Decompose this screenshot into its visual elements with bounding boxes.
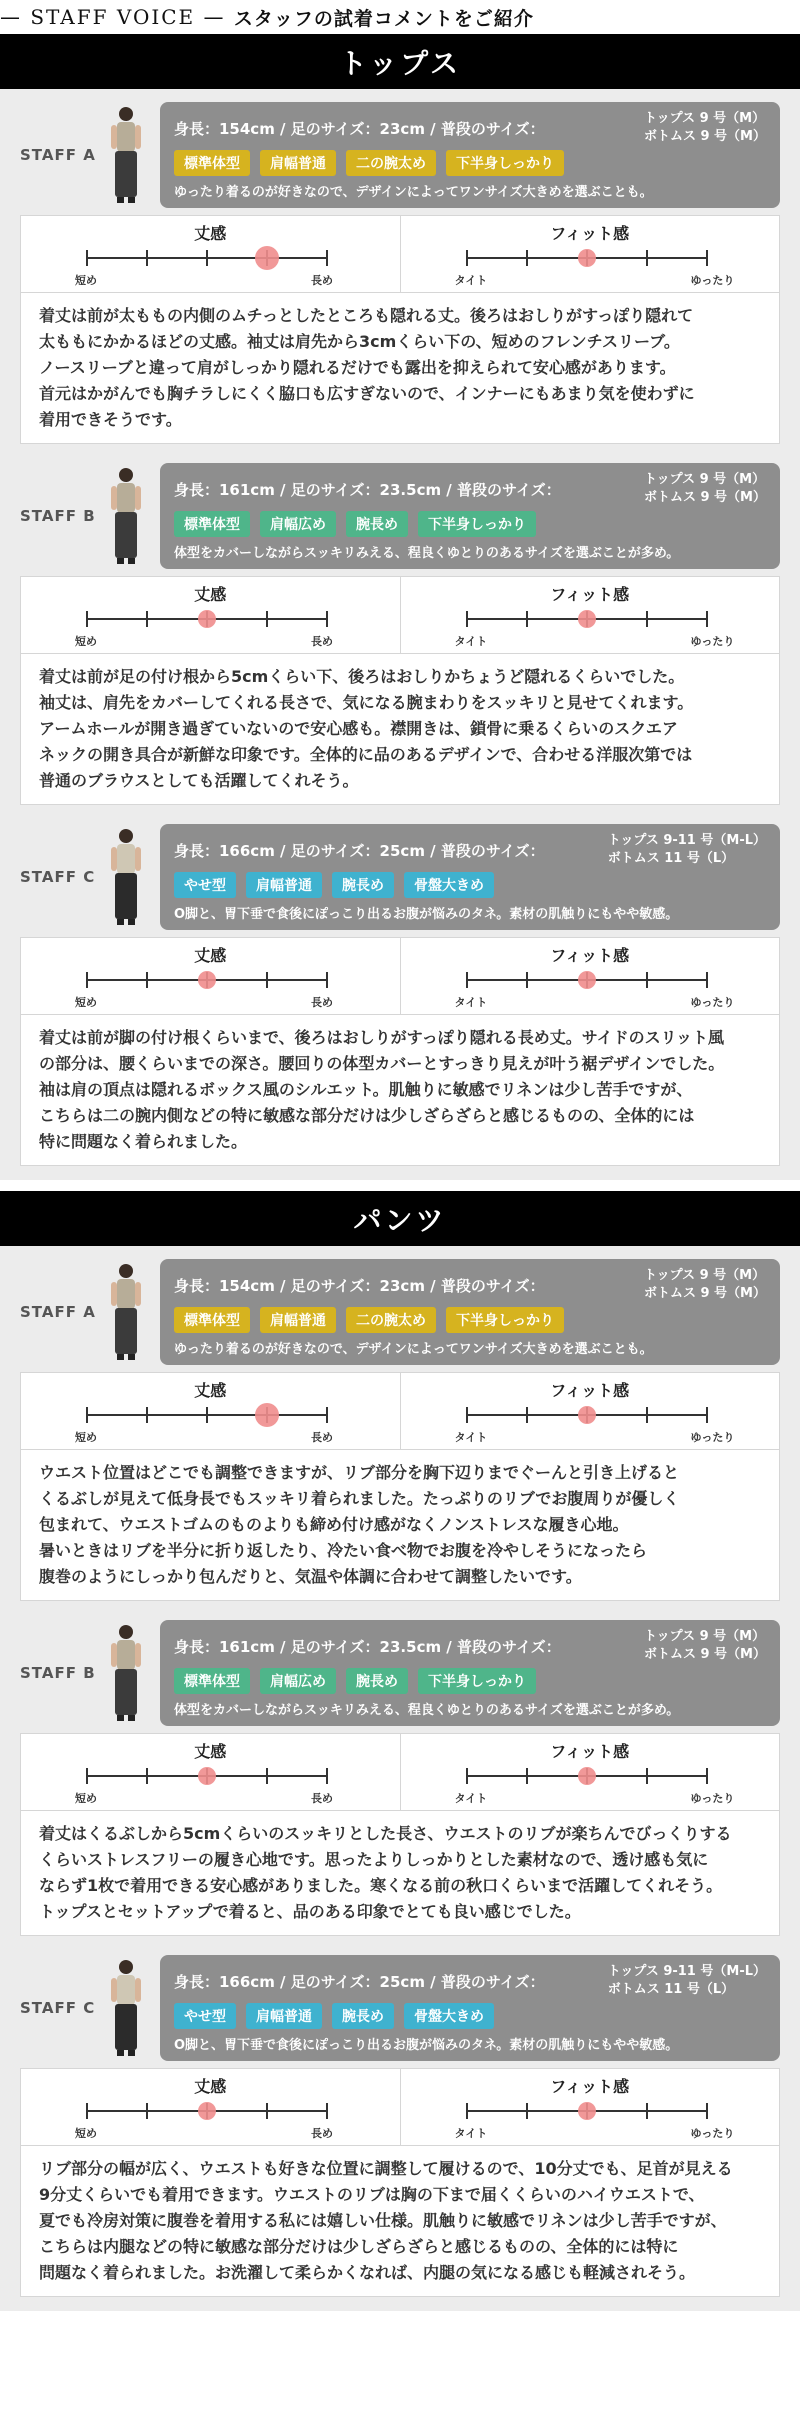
size-bottom: ボトムス 9 号（M） <box>643 129 766 144</box>
rating-max-label: 長め <box>311 274 333 287</box>
comment-line: こちらは内腿などの特に敏感な部分だけは少しざらざらと感じるものの、全体的には特に <box>39 2237 679 2256</box>
rating-min-label: 短め <box>75 1792 97 1805</box>
comment-line: ならず1枚で着用できる安心感がありました。寒くなる前の秋口くらいまで活躍してくれそう。 <box>39 1876 723 1895</box>
section-title: パンツ <box>0 1191 800 1246</box>
comment-line: 問題なく着られました。お洗濯して柔らかくなれば、内腿の気になる感じも軽減されそう。 <box>39 2263 696 2282</box>
size-bottom: ボトムス 9 号（M） <box>643 1647 766 1662</box>
title-en: STAFF VOICE <box>30 5 196 29</box>
staff-header <box>20 1956 780 2060</box>
tag-list <box>174 872 766 898</box>
comment-line: 着丈は前が太ももの内側のムチっとしたところも隠れる丈。後ろはおしりがすっぽり隠れて <box>39 306 694 325</box>
staff-card <box>0 458 800 819</box>
staff-header <box>20 1260 780 1364</box>
body-type-tag: 標準体型 <box>174 150 250 176</box>
staff-sizes <box>644 110 766 146</box>
scale-marker <box>578 249 596 267</box>
comment-line: の部分は、腰くらいまでの深さ。腰回りの体型カバーとすっきり見えが叶う裾デザインでした。 <box>39 1054 725 1073</box>
rating-title: フィット感 <box>550 946 630 965</box>
size-top: トップス 9 号（M） <box>643 472 766 487</box>
staff-note: 体型をカバーしながらスッキリみえる、程良くゆとりのあるサイズを選ぶことが多め。 <box>174 1703 680 1718</box>
scale-marker <box>198 971 216 989</box>
staff-figure <box>98 1260 154 1364</box>
fit-rating <box>400 2069 780 2145</box>
staff-label: STAFF A <box>20 146 96 164</box>
body-type-tag: やせ型 <box>174 2003 236 2029</box>
rating-title: 丈感 <box>194 224 227 243</box>
tag-list <box>174 2003 766 2029</box>
body-type-tag: 肩幅普通 <box>246 872 322 898</box>
section-body <box>0 1246 800 2311</box>
staff-card <box>0 1950 800 2311</box>
fit-rating <box>400 216 780 292</box>
tag-list <box>174 1668 766 1694</box>
staff-photo <box>98 1260 154 1364</box>
staff-photo <box>98 1956 154 2060</box>
staff-header <box>20 825 780 929</box>
staff-sizes <box>608 1963 766 1999</box>
staff-comment <box>20 2146 780 2297</box>
rating-max-label: 長め <box>311 635 333 648</box>
rating-min-label: 短め <box>75 1431 97 1444</box>
rating-max-label: ゆったり <box>690 1792 735 1805</box>
body-type-tag: 標準体型 <box>174 1668 250 1694</box>
comment-line: リブ部分の幅が広く、ウエストも好きな位置に調整して履けるので、10分丈でも、足首が見える <box>39 2159 733 2178</box>
staff-note: ゆったり着るのが好きなので、デザインによってワンサイズ大きめを選ぶことも。 <box>174 1342 653 1357</box>
staff-stats: 身長：166cm / 足のサイズ：25cm / 普段のサイズ： <box>174 841 545 860</box>
fit-rating <box>400 1373 780 1449</box>
comment-line: 包まれて、ウエストゴムのものよりも締め付け感がなくノンストレスな履き心地。 <box>39 1515 629 1534</box>
title-jp: スタッフの試着コメントをご紹介 <box>233 7 534 30</box>
body-type-tag: 標準体型 <box>174 511 250 537</box>
scale-marker <box>198 1767 216 1785</box>
ratings <box>20 2068 780 2146</box>
rating-title: 丈感 <box>194 2077 227 2096</box>
comment-line: くらいストレスフリーの履き心地です。思ったよりしっかりとした素材なので、透け感も気に <box>39 1850 709 1869</box>
staff-stats: 身長：166cm / 足のサイズ：25cm / 普段のサイズ： <box>174 1972 545 1991</box>
tag-list <box>174 150 766 176</box>
body-type-tag: 二の腕太め <box>346 150 436 176</box>
comment-line: 着丈はくるぶしから5cmくらいのスッキリとした長さ、ウエストのリブが楽ちんでびっくりする <box>39 1824 732 1843</box>
staff-label: STAFF B <box>20 1664 96 1682</box>
staff-info <box>160 463 780 569</box>
rating-min-label: 短め <box>75 274 97 287</box>
rating-title: フィット感 <box>550 2077 630 2096</box>
rating-max-label: 長め <box>311 996 333 1009</box>
ratings <box>20 1372 780 1450</box>
staff-photo <box>98 464 154 568</box>
ratings <box>20 215 780 293</box>
body-type-tag: 下半身しっかり <box>446 1307 564 1333</box>
length-rating <box>21 577 400 653</box>
comment-line: 腹巻のようにしっかり包んだりと、気温や体調に合わせて調整したいです。 <box>39 1567 582 1586</box>
staff-photo <box>98 1621 154 1725</box>
staff-photo <box>98 825 154 929</box>
comment-line: 着用できそうです。 <box>39 410 182 429</box>
staff-figure <box>98 103 154 207</box>
staff-sizes <box>644 471 766 507</box>
body-type-tag: 下半身しっかり <box>418 1668 536 1694</box>
comment-line: 着丈は前が脚の付け根くらいまで、後ろはおしりがすっぽり隠れる長め丈。サイドのスリット風 <box>39 1028 724 1047</box>
staff-comment <box>20 293 780 444</box>
staff-sizes <box>644 1628 766 1664</box>
size-bottom: ボトムス 9 号（M） <box>643 1286 766 1301</box>
scale-marker <box>578 1406 596 1424</box>
comment-line: 首元はかがんでも胸チラしにくく脇口も広すぎないので、インナーにもあまり気を使わずに <box>39 384 695 403</box>
rating-min-label: タイト <box>454 2127 488 2140</box>
staff-comment <box>20 1015 780 1166</box>
length-rating <box>21 2069 400 2145</box>
staff-label: STAFF B <box>20 507 96 525</box>
length-rating <box>21 216 400 292</box>
rating-title: 丈感 <box>194 585 227 604</box>
page-title: — STAFF VOICE — スタッフの試着コメントをご紹介 <box>0 5 534 30</box>
staff-card <box>0 1254 800 1615</box>
staff-info <box>160 102 780 208</box>
staff-info <box>160 1955 780 2061</box>
comment-line: こちらは二の腕内側などの特に敏感な部分だけは少しざらざらと感じるものの、全体的には <box>39 1106 695 1125</box>
scale-marker <box>578 1767 596 1785</box>
size-bottom: ボトムス 11 号（L） <box>607 1982 735 1997</box>
comment-line: 着丈は前が足の付け根から5cmくらい下、後ろはおしりかちょうど隠れるくらいでした。 <box>39 667 685 686</box>
length-rating <box>21 1373 400 1449</box>
length-rating <box>21 1734 400 1810</box>
staff-card <box>0 1615 800 1950</box>
rating-min-label: 短め <box>75 996 97 1009</box>
staff-stats: 身長：161cm / 足のサイズ：23.5cm / 普段のサイズ： <box>174 1637 561 1656</box>
body-type-tag: 腕長め <box>332 872 394 898</box>
scale-marker <box>578 971 596 989</box>
staff-figure <box>98 464 154 568</box>
section-title: トップス <box>0 34 800 89</box>
body-type-tag: 腕長め <box>332 2003 394 2029</box>
ratings <box>20 937 780 1015</box>
comment-line: 暑いときはリブを半分に折り返したり、冷たい食べ物でお腹を冷やしそうになったら <box>39 1541 648 1560</box>
rating-max-label: 長め <box>311 1792 333 1805</box>
rating-title: 丈感 <box>194 946 227 965</box>
staff-note: ゆったり着るのが好きなので、デザインによってワンサイズ大きめを選ぶことも。 <box>174 185 653 200</box>
staff-card <box>0 819 800 1180</box>
rating-max-label: ゆったり <box>690 996 735 1009</box>
staff-figure <box>98 825 154 929</box>
staff-figure <box>98 1956 154 2060</box>
size-bottom: ボトムス 9 号（M） <box>643 490 766 505</box>
scale-marker <box>198 610 216 628</box>
scale-marker <box>255 1403 279 1427</box>
staff-note: O脚と、胃下垂で食後にぽっこり出るお腹が悩みのタネ。素材の肌触りにもやや敏感。 <box>174 907 679 922</box>
scale-marker <box>255 246 279 270</box>
staff-header <box>20 1621 780 1725</box>
comment-line: 太ももにかかるほどの丈感。袖丈は肩先から3cmくらい下の、短めのフレンチスリーブ。 <box>39 332 680 351</box>
body-type-tag: 腕長め <box>346 511 408 537</box>
body-type-tag: 二の腕太め <box>346 1307 436 1333</box>
staff-card <box>0 97 800 458</box>
comment-line: 袖は肩の頂点は隠れるボックス風のシルエット。肌触りに敏感でリネンは少し苦手ですが、 <box>39 1080 693 1099</box>
scale-marker <box>198 2102 216 2120</box>
body-type-tag: 標準体型 <box>174 1307 250 1333</box>
comment-line: トップスとセットアップで着ると、品のある印象でとても良い感じでした。 <box>39 1902 581 1921</box>
staff-comment <box>20 1450 780 1601</box>
rating-min-label: タイト <box>454 274 488 287</box>
body-type-tag: 肩幅普通 <box>246 2003 322 2029</box>
scale-marker <box>578 610 596 628</box>
rating-min-label: タイト <box>454 996 488 1009</box>
rating-max-label: ゆったり <box>690 2127 735 2140</box>
body-type-tag: やせ型 <box>174 872 236 898</box>
ratings <box>20 576 780 654</box>
staff-note: O脚と、胃下垂で食後にぽっこり出るお腹が悩みのタネ。素材の肌触りにもやや敏感。 <box>174 2038 679 2053</box>
staff-info <box>160 824 780 930</box>
staff-sizes <box>644 1267 766 1303</box>
size-top: トップス 9 号（M） <box>643 1268 766 1283</box>
rating-max-label: ゆったり <box>690 635 735 648</box>
staff-stats: 身長：154cm / 足のサイズ：23cm / 普段のサイズ： <box>174 119 545 138</box>
size-top: トップス 9-11 号（M-L） <box>607 1964 766 1979</box>
comment-line: アームホールが開き過ぎていないので安心感も。襟開きは、鎖骨に乗るくらいのスクエア <box>39 719 678 738</box>
rating-title: フィット感 <box>550 1381 630 1400</box>
ratings <box>20 1733 780 1811</box>
staff-figure <box>98 1621 154 1725</box>
rating-min-label: 短め <box>75 2127 97 2140</box>
fit-rating <box>400 577 780 653</box>
rating-max-label: 長め <box>311 1431 333 1444</box>
rating-title: フィット感 <box>550 585 630 604</box>
comment-line: 袖丈は、肩先をカバーしてくれる長さで、気になる腕まわりをスッキリと見せてくれます。 <box>39 693 694 712</box>
comment-line: 9分丈くらいでも着用できます。ウエストのリブは胸の下まで届くくらいのハイウエストで、 <box>39 2185 705 2204</box>
fit-rating <box>400 1734 780 1810</box>
staff-comment <box>20 1811 780 1936</box>
rating-max-label: ゆったり <box>690 1431 735 1444</box>
body-type-tag: 下半身しっかり <box>418 511 536 537</box>
comment-line: ノースリーブと違って肩がしっかり隠れるだけでも露出を抑えられて安心感があります。 <box>39 358 676 377</box>
body-type-tag: 骨盤大きめ <box>404 2003 494 2029</box>
staff-photo <box>98 103 154 207</box>
rating-title: フィット感 <box>550 1742 630 1761</box>
staff-header <box>20 103 780 207</box>
rating-title: 丈感 <box>194 1742 227 1761</box>
rating-title: フィット感 <box>550 224 630 243</box>
comment-line: 夏でも冷房対策に腹巻を着用する私には嬉しい仕様。肌触りに敏感でリネンは少し苦手ですが、 <box>39 2211 727 2230</box>
rating-min-label: 短め <box>75 635 97 648</box>
staff-sizes <box>608 832 766 868</box>
section-body <box>0 89 800 1180</box>
comment-line: ネックの開き具合が新鮮な印象です。全体的に品のあるデザインで、合わせる洋服次第では <box>39 745 693 764</box>
rating-max-label: 長め <box>311 2127 333 2140</box>
rating-max-label: ゆったり <box>690 274 735 287</box>
size-top: トップス 9 号（M） <box>643 1629 766 1644</box>
body-type-tag: 下半身しっかり <box>446 150 564 176</box>
staff-info <box>160 1259 780 1365</box>
scale-marker <box>578 2102 596 2120</box>
staff-label: STAFF C <box>20 1999 96 2017</box>
body-type-tag: 肩幅普通 <box>260 1307 336 1333</box>
body-type-tag: 肩幅広め <box>260 1668 336 1694</box>
rating-min-label: タイト <box>454 635 488 648</box>
fit-rating <box>400 938 780 1014</box>
body-type-tag: 骨盤大きめ <box>404 872 494 898</box>
comment-line: 普通のブラウスとしても活躍してくれそう。 <box>39 771 359 790</box>
rating-min-label: タイト <box>454 1792 488 1805</box>
size-top: トップス 9-11 号（M-L） <box>607 833 766 848</box>
rating-min-label: タイト <box>454 1431 488 1444</box>
staff-stats: 身長：161cm / 足のサイズ：23.5cm / 普段のサイズ： <box>174 480 561 499</box>
staff-info <box>160 1620 780 1726</box>
tag-list <box>174 511 766 537</box>
section-gap <box>0 1180 800 1191</box>
body-type-tag: 肩幅広め <box>260 511 336 537</box>
content <box>0 34 800 2311</box>
comment-line: 特に問題なく着られました。 <box>39 1132 248 1151</box>
staff-label: STAFF A <box>20 1303 96 1321</box>
staff-label: STAFF C <box>20 868 96 886</box>
staff-note: 体型をカバーしながらスッキリみえる、程良くゆとりのあるサイズを選ぶことが多め。 <box>174 546 680 561</box>
size-bottom: ボトムス 11 号（L） <box>607 851 735 866</box>
staff-comment <box>20 654 780 805</box>
tag-list <box>174 1307 766 1333</box>
body-type-tag: 腕長め <box>346 1668 408 1694</box>
length-rating <box>21 938 400 1014</box>
comment-line: くるぶしが見えて低身長でもスッキリ着られました。たっぷりのリブでお腹周りが優しく <box>39 1489 680 1508</box>
staff-stats: 身長：154cm / 足のサイズ：23cm / 普段のサイズ： <box>174 1276 545 1295</box>
staff-header <box>20 464 780 568</box>
comment-line: ウエスト位置はどこでも調整できますが、リブ部分を胸下辺りまでぐーんと引き上げると <box>39 1463 680 1482</box>
rating-title: 丈感 <box>194 1381 227 1400</box>
size-top: トップス 9 号（M） <box>643 111 766 126</box>
body-type-tag: 肩幅普通 <box>260 150 336 176</box>
